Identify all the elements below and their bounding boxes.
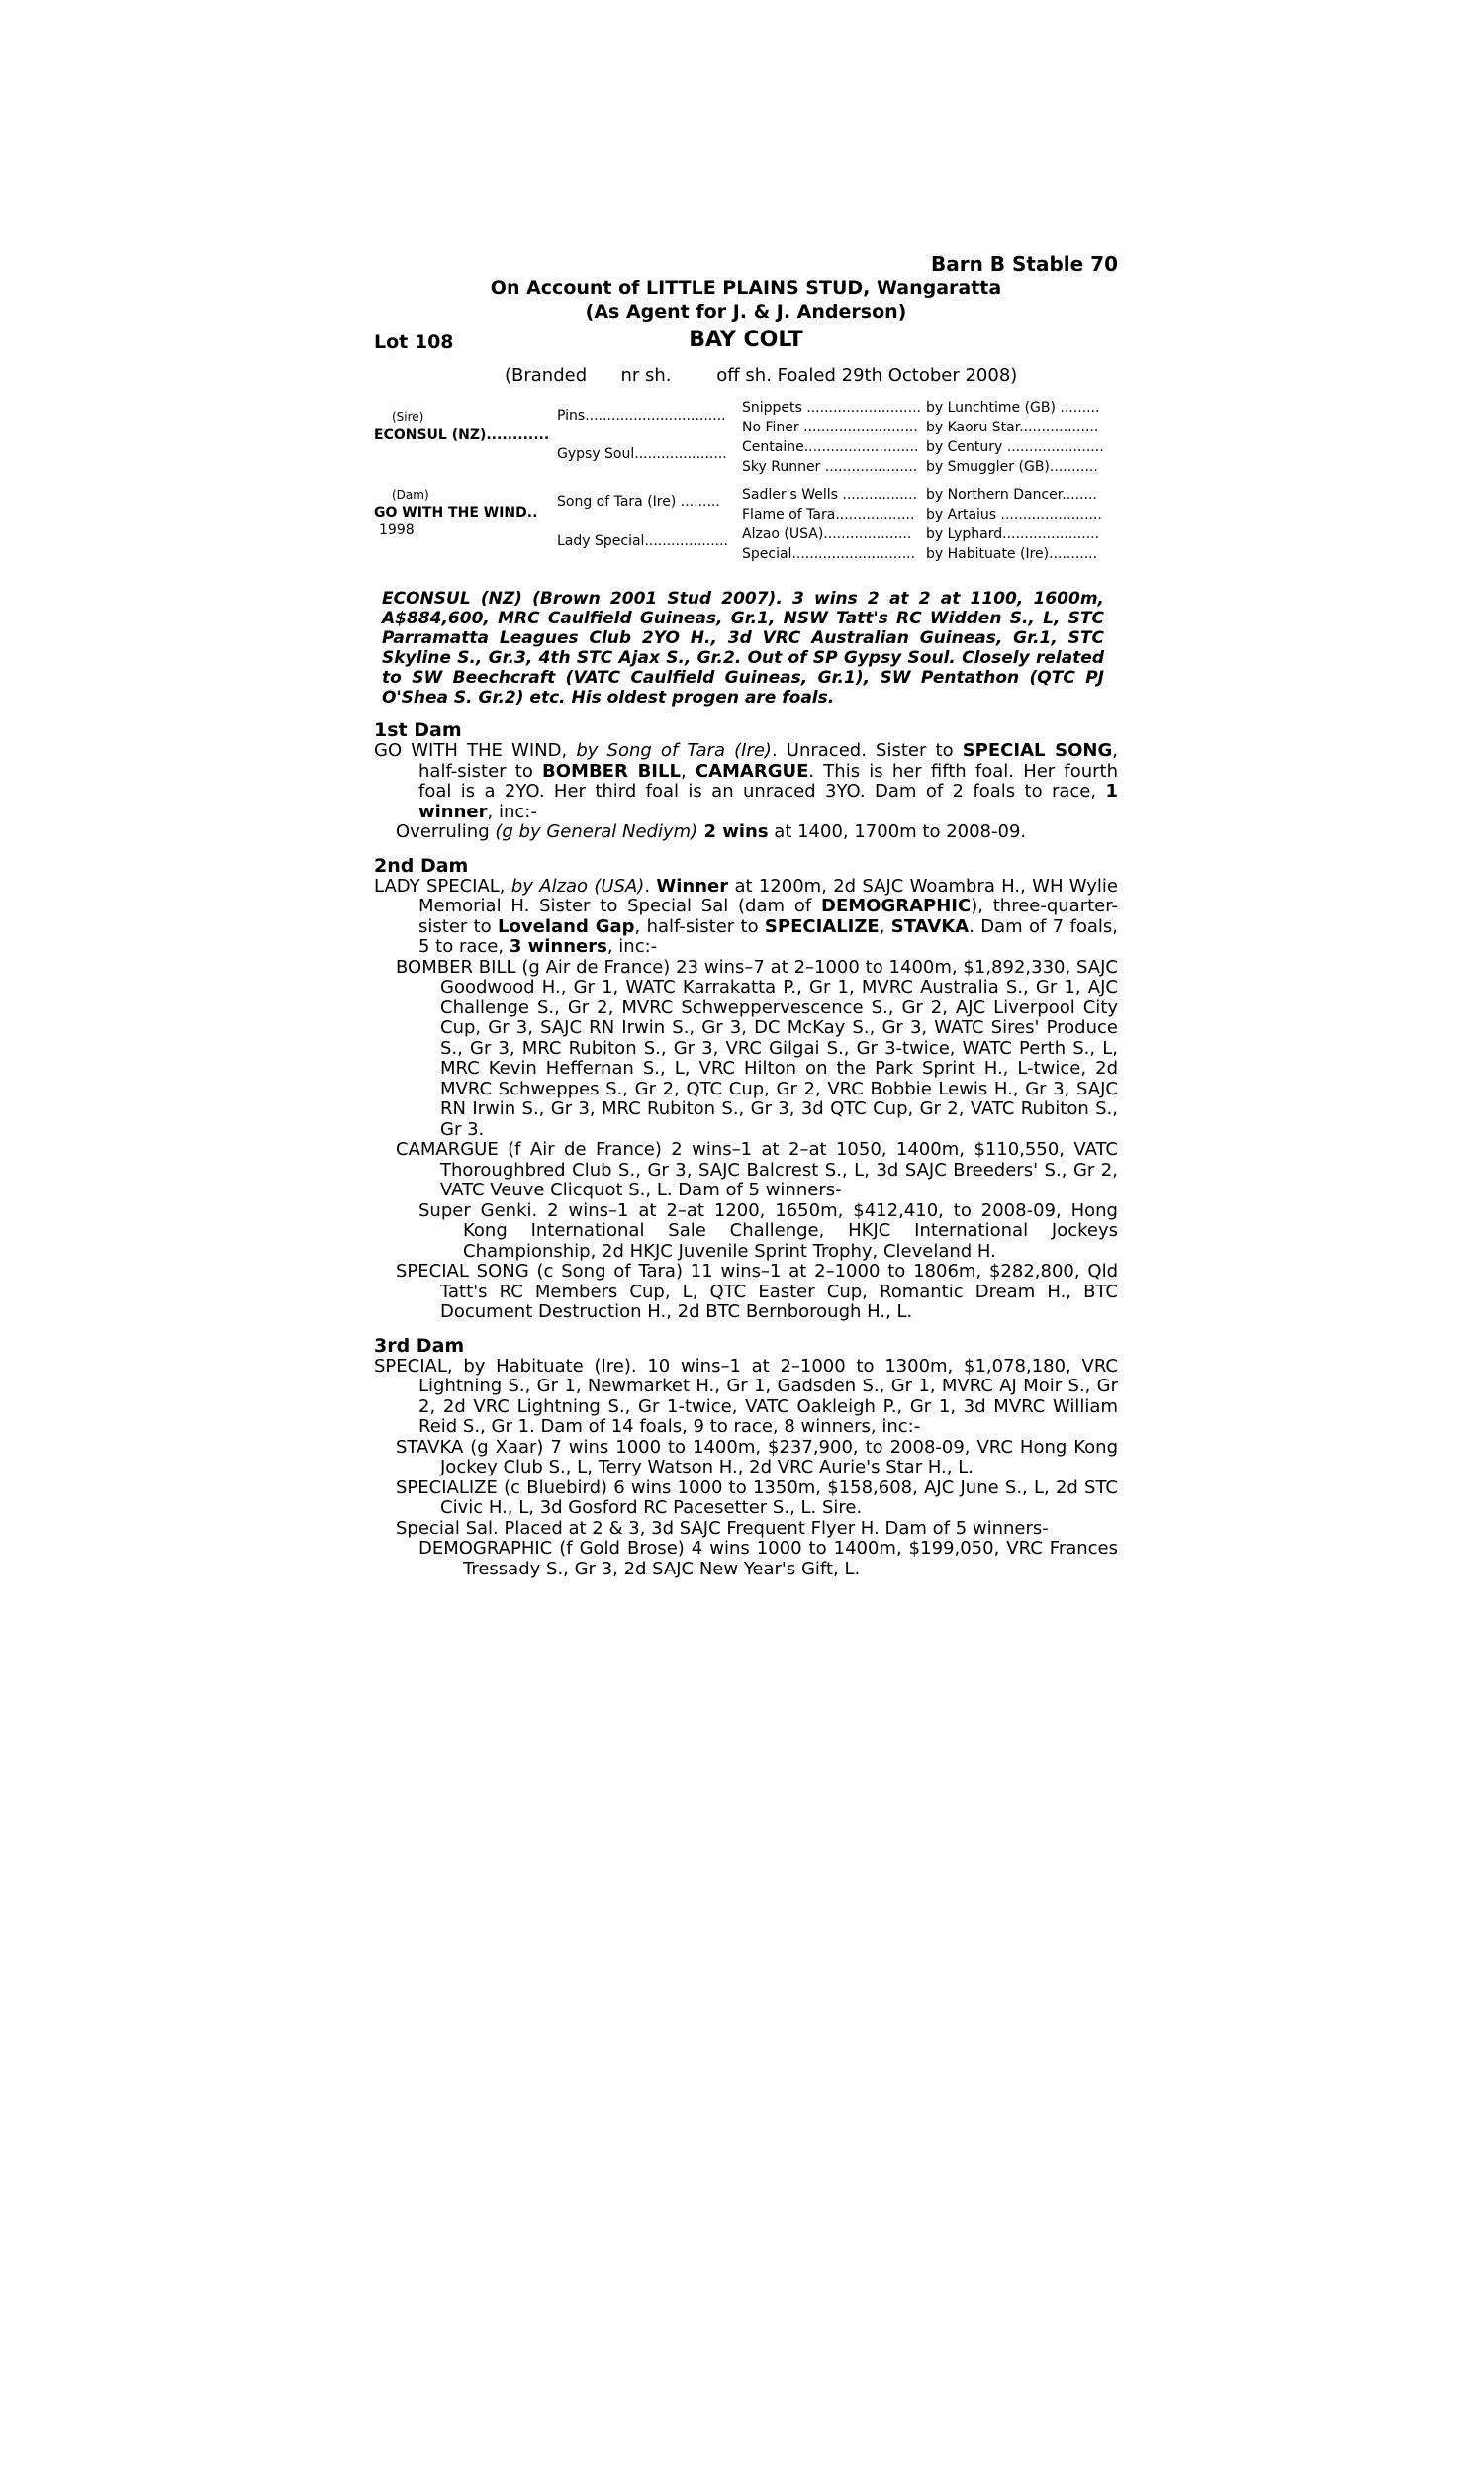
- first-dam-heading: 1st Dam: [374, 719, 462, 741]
- ped-g3-4: Sky Runner .....................: [742, 459, 918, 475]
- super-genki-entry: Super Genki. 2 wins–1 at 2–at 1200, 1650m, $412,410, to 2008-09, Hong Kong International Sale Challenge, HKJC International Jockeys Championship, 2d HKJC Juvenile Sprint Trophy, Cleveland H.: [418, 1199, 1118, 1262]
- ped-g4-7: by Lyphard......................: [926, 526, 1100, 542]
- pedigree-table: [374, 400, 1118, 573]
- first-dam-text-1: . Unraced. Sister to: [771, 740, 963, 761]
- special-song-entry: SPECIAL SONG (c Song of Tara) 11 wins–1 at 2–1000 to 1806m, $282,800, Qld Tatt's RC Members Cup, L, QTC Easter Cup, Romantic Dream H., BTC Document Destruction H., 2d BTC Bernborough H., L.: [396, 1261, 1118, 1322]
- lot-number: Lot 108: [374, 332, 454, 353]
- dam-year: 1998: [379, 523, 415, 538]
- ped-g4-2: by Kaoru Star..................: [926, 420, 1099, 435]
- third-dam-heading: 3rd Dam: [374, 1334, 465, 1357]
- second-dam-bold-1: Winner: [656, 875, 729, 897]
- second-dam-bold-5: STAVKA: [890, 915, 970, 937]
- second-dam-bold-6: 3 winners: [509, 936, 607, 957]
- overruling-name: Overruling: [396, 821, 496, 842]
- second-dam-bold-4: SPECIALIZE: [764, 915, 880, 937]
- lot-row: [374, 328, 1118, 357]
- second-dam-heading: 2nd Dam: [374, 854, 469, 877]
- camargue-entry: CAMARGUE (f Air de France) 2 wins–1 at 2–at 1050, 1400m, $110,550, VATC Thoroughbred Club S., Gr 3, SAJC Balcrest S., L, 3d SAJC Breeders' S., Gr 2, VATC Veuve Clicquot S., L. Dam of 5 winners-: [396, 1139, 1118, 1200]
- sire-summary: ECONSUL (NZ) (Brown 2001 Stud 2007). 3 wins 2 at 2 at 1100, 1600m, A$884,600, MRC Caulfield Guineas, Gr.1, NSW Tatt's RC Widden S., L, STC Parramatta Leagues Club 2YO H., 3d VRC Australian Guineas, Gr.1, STC Skyline S., Gr.3, 4th STC Ajax S., Gr.2. Out of SP Gypsy Soul. Closely related to SW Beechcraft (VATC Caulfield Guineas, Gr.1), SW Pentathon (QTC PJ O'Shea S. Gr.2) etc. His oldest progen are foals.: [382, 589, 1104, 708]
- overruling-text: at 1400, 1700m to 2008-09.: [768, 821, 1027, 842]
- demographic-entry: DEMOGRAPHIC (f Gold Brose) 4 wins 1000 to 1400m, $199,050, VRC Frances Tressady S., Gr 3, 2d SAJC New Year's Gift, L.: [418, 1538, 1118, 1579]
- first-dam-bold-1: SPECIAL SONG: [962, 740, 1113, 761]
- dam-dam: Lady Special...................: [557, 533, 728, 549]
- ped-g4-4: by Smuggler (GB)...........: [926, 459, 1098, 475]
- second-dam-bold-3: Loveland Gap: [498, 915, 635, 937]
- first-dam-bold-3: CAMARGUE: [695, 760, 809, 782]
- sire-dam: Gypsy Soul.....................: [557, 446, 727, 462]
- specialize-entry: SPECIALIZE (c Bluebird) 6 wins 1000 to 1350m, $158,608, AJC June S., L, 2d STC Civic H., L, 3d Gosford RC Pacesetter S., L. Sire.: [396, 1476, 1118, 1518]
- first-dam-sire: by Song of Tara (Ire): [576, 740, 772, 761]
- second-dam-text-4: ,: [879, 915, 891, 937]
- lot-title: BAY COLT: [689, 328, 803, 352]
- first-dam-bold-4: 1 winner: [418, 781, 1118, 822]
- first-dam-text-5: , inc:-: [487, 801, 537, 822]
- first-dam-name: GO WITH THE WIND,: [374, 740, 577, 761]
- bomber-bill-entry: BOMBER BILL (g Air de France) 23 wins–7 at 2–1000 to 1400m, $1,892,330, SAJC Goodwood H., Gr 1, WATC Karrakatta P., Gr 1, MVRC Australia S., Gr 1, AJC Challenge S., Gr 2, MVRC Schweppervescence S., Gr 2, AJC Liverpool City Cup, Gr 3, SAJC RN Irwin S., Gr 3, DC McKay S., Gr 3, WATC Sires' Produce S., Gr 3, MRC Rubiton S., Gr 3, VRC Gilgai S., Gr 3-twice, WATC Perth S., L, MRC Kevin Heffernan S., L, VRC Hilton on the Park Sprint H., L-twice, 2d MVRC Schweppes S., Gr 2, QTC Cup, Gr 2, VRC Bobbie Lewis H., Gr 3, SAJC RN Irwin S., Gr 3, MRC Rubiton S., Gr 3, 3d QTC Cup, Gr 2, VATC Rubiton S., Gr 3.: [396, 956, 1118, 1140]
- first-dam-bold-2: BOMBER BILL: [542, 760, 681, 782]
- ped-g4-1: by Lunchtime (GB) .........: [926, 400, 1100, 416]
- first-dam-entry: [374, 741, 1118, 822]
- barn-stable: Barn B Stable 70: [930, 252, 1118, 276]
- first-dam-text-4: . This is her fifth foal. Her fourth foal is a 2YO. Her third foal is an unraced 3YO. Dam of 2 foals to race,: [418, 760, 1119, 802]
- dam-name: GO WITH THE WIND..: [374, 505, 538, 521]
- first-dam-text-3: ,: [680, 760, 696, 782]
- sire-name: ECONSUL (NZ)............: [374, 428, 550, 443]
- ped-g4-5: by Northern Dancer........: [926, 487, 1097, 503]
- ped-g4-3: by Century ......................: [926, 439, 1104, 455]
- stavka-entry: STAVKA (g Xaar) 7 wins 1000 to 1400m, $237,900, to 2008-09, VRC Hong Kong Jockey Club S., L, Terry Watson H., 2d VRC Aurie's Star H., L.: [396, 1436, 1118, 1477]
- overruling-entry: [374, 822, 1118, 843]
- second-dam-text-2: ), three-quarter-sister to: [418, 896, 1118, 937]
- sire-label: (Sire): [392, 410, 424, 424]
- first-dam-text-2: , half-sister to: [418, 740, 1118, 782]
- vendor-account: On Account of LITTLE PLAINS STUD, Wangaratta: [490, 277, 1002, 299]
- second-dam-text-3: , half-sister to: [634, 915, 765, 937]
- catalogue-page: [374, 252, 1118, 1579]
- second-dam-name: LADY SPECIAL,: [374, 875, 511, 897]
- ped-g4-6: by Artaius .......................: [926, 507, 1102, 523]
- overruling-sire: (g by General Nediym): [495, 821, 698, 842]
- second-dam-text-5: . Dam of 7 foals, 5 to race,: [418, 915, 1118, 957]
- ped-g3-3: Centaine..........................: [742, 439, 919, 455]
- second-dam-sire: by Alzao (USA): [510, 875, 645, 897]
- ped-g3-2: No Finer ..........................: [742, 420, 918, 435]
- second-dam-entry: [374, 877, 1118, 958]
- dam-sire: Song of Tara (Ire) .........: [557, 494, 720, 510]
- special-sal-entry: Special Sal. Placed at 2 & 3, 3d SAJC Frequent Flyer H. Dam of 5 winners-: [396, 1517, 1049, 1539]
- second-dam-text-6: , inc:-: [606, 936, 658, 957]
- ped-g3-5: Sadler's Wells .................: [742, 487, 918, 503]
- ped-g3-7: Alzao (USA)....................: [742, 526, 912, 542]
- ped-g4-8: by Habituate (Ire)...........: [926, 546, 1098, 562]
- ped-g3-8: Special............................: [742, 546, 916, 562]
- third-dam-entry: SPECIAL, by Habituate (Ire). 10 wins–1 at 2–1000 to 1300m, $1,078,180, VRC Lightning S., Gr 1, Newmarket H., Gr 1, Gadsden S., Gr 1, MVRC AJ Moir S., Gr 2, 2d VRC Lightning S., Gr 1-twice, VATC Oakleigh P., Gr 1, 3d MVRC William Reid S., Gr 1. Dam of 14 foals, 9 to race, 8 winners, inc:-: [374, 1355, 1118, 1437]
- dam-label: (Dam): [392, 488, 429, 502]
- vendor-agent: (As Agent for J. & J. Anderson): [585, 301, 907, 323]
- sire-sire: Pins................................: [557, 408, 726, 424]
- second-dam-bold-2: DEMOGRAPHIC: [821, 896, 972, 916]
- branding-foaled: (Branded nr sh. off sh. Foaled 29th October 2008): [505, 365, 1018, 386]
- ped-g3-1: Snippets ..........................: [742, 400, 921, 416]
- overruling-wins: 2 wins: [697, 821, 769, 842]
- second-dam-text-1: at 1200m, 2d SAJC Woambra H., WH Wylie Memorial H. Sister to Special Sal (dam of: [418, 875, 1119, 916]
- second-dam-text-0: .: [644, 875, 657, 897]
- ped-g3-6: Flame of Tara..................: [742, 507, 915, 523]
